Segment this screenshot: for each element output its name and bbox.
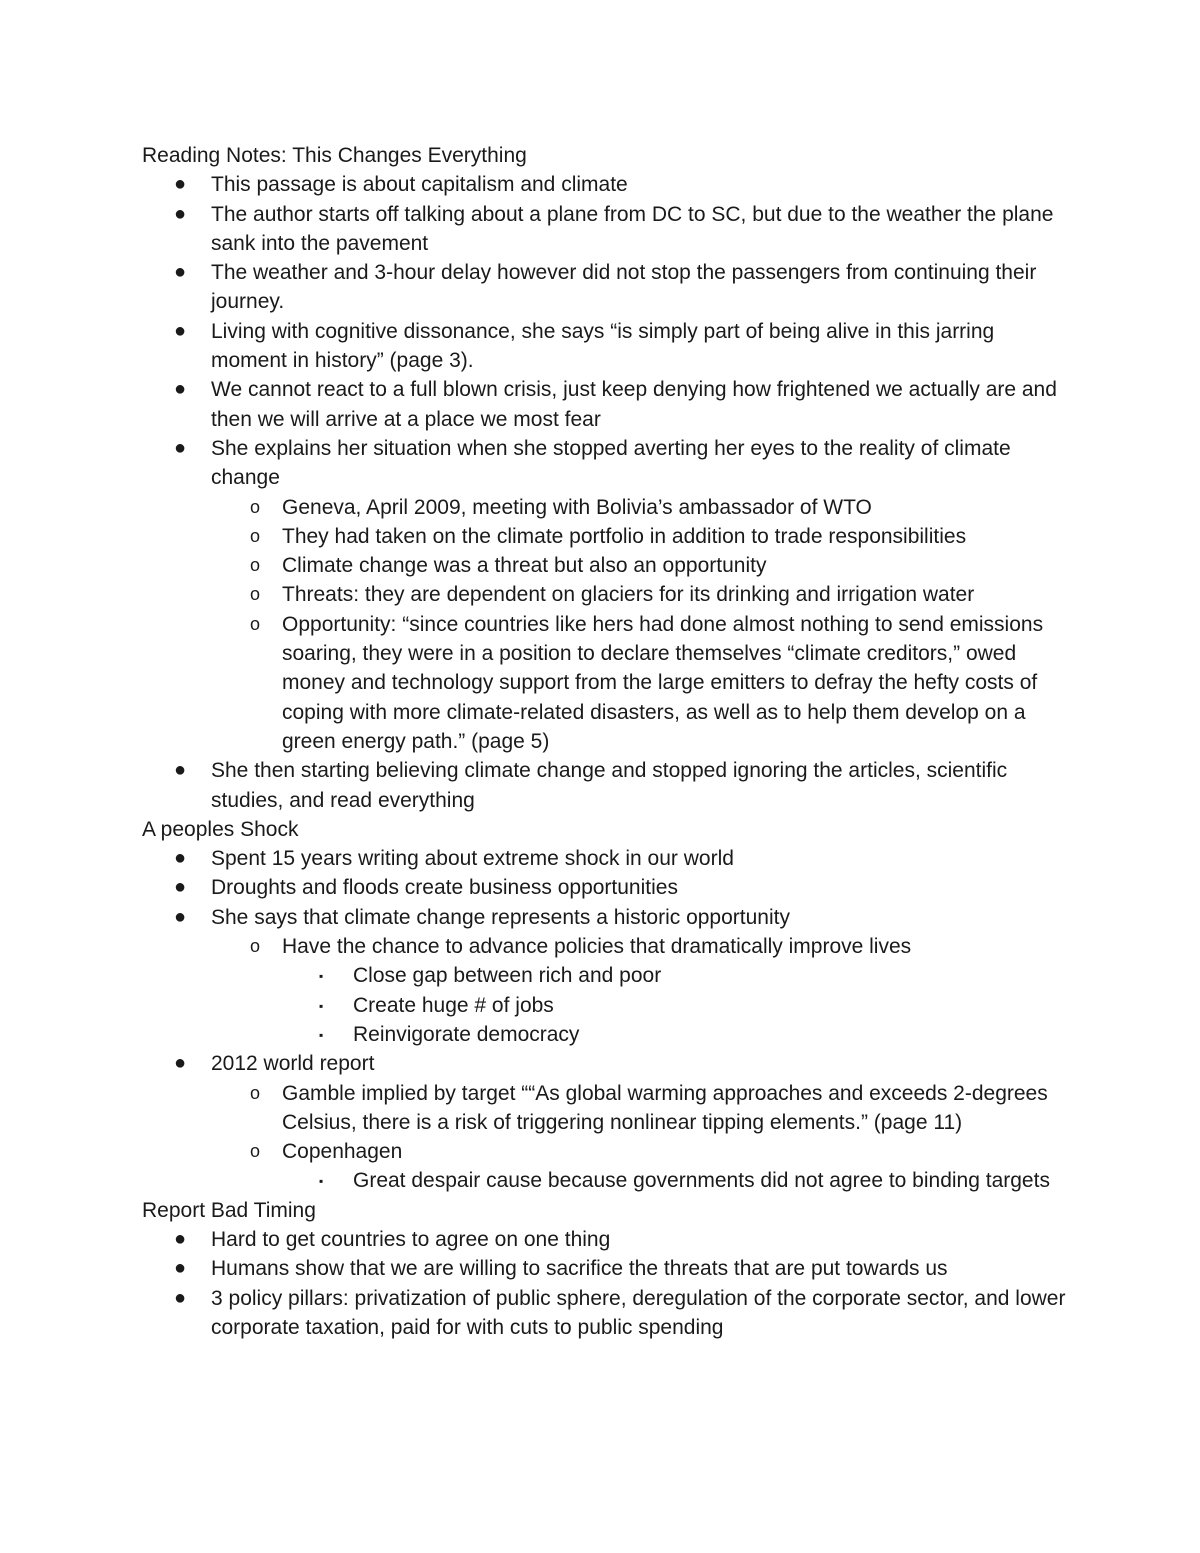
bullet-icon: ● bbox=[174, 759, 187, 782]
section-heading: A peoples Shock bbox=[142, 817, 299, 841]
list-item: ● We cannot react to a full blown crisis, just keep denying how frightened we actually are and then we will arrive at a place we most fear bbox=[142, 375, 1072, 434]
list-item: ● She explains her situation when she stopped averting her eyes to the reality of climate change bbox=[142, 434, 1072, 493]
circle-bullet-icon: o bbox=[250, 584, 261, 605]
bullet-icon: ● bbox=[174, 1227, 187, 1250]
sub-list-item: o Gamble implied by target ““As global warming approaches and exceeds 2-degrees Celsius, there is a risk of triggering nonlinear tipping elements.” (page 11) bbox=[142, 1079, 1072, 1138]
bullet-icon: ● bbox=[174, 847, 187, 870]
circle-bullet-icon: o bbox=[250, 555, 261, 576]
sub-list-item: o They had taken on the climate portfolio in addition to trade responsibilities bbox=[142, 522, 1072, 551]
bullet-icon: ● bbox=[174, 319, 187, 342]
document-body bbox=[142, 141, 1072, 1342]
square-bullet-icon: ▪ bbox=[319, 1174, 324, 1189]
bullet-icon: ● bbox=[174, 1052, 187, 1075]
bullet-icon: ● bbox=[174, 173, 187, 196]
list-item: ● She says that climate change represents a historic opportunity bbox=[142, 903, 1072, 932]
list-item: ● She then starting believing climate change and stopped ignoring the articles, scientific studies, and read everything bbox=[142, 756, 1072, 815]
circle-bullet-icon: o bbox=[250, 1141, 261, 1162]
list-item: ● The author starts off talking about a plane from DC to SC, but due to the weather the plane sank into the pavement bbox=[142, 200, 1072, 259]
document-title: Reading Notes: This Changes Everything bbox=[142, 144, 527, 167]
bullet-icon: ● bbox=[174, 876, 187, 899]
bullet-icon: ● bbox=[174, 261, 187, 284]
section-heading: Report Bad Timing bbox=[142, 1198, 316, 1222]
bullet-icon: ● bbox=[174, 905, 187, 928]
bullet-icon: ● bbox=[174, 1286, 187, 1309]
circle-bullet-icon: o bbox=[250, 1082, 261, 1103]
list-item: ● Humans show that we are willing to sacrifice the threats that are put towards us bbox=[142, 1254, 1072, 1283]
sub-list-item: o Have the chance to advance policies that dramatically improve lives bbox=[142, 932, 1072, 961]
list-item: ● The weather and 3-hour delay however did not stop the passengers from continuing their journey. bbox=[142, 258, 1072, 317]
list-item: ● Hard to get countries to agree on one thing bbox=[142, 1225, 1072, 1254]
sub-list-item: o Climate change was a threat but also an opportunity bbox=[142, 551, 1072, 580]
circle-bullet-icon: o bbox=[250, 613, 261, 634]
sub-sub-list-item: ▪ Create huge # of jobs bbox=[142, 991, 1072, 1020]
list-item: ● Droughts and floods create business opportunities bbox=[142, 873, 1072, 902]
circle-bullet-icon: o bbox=[250, 525, 261, 546]
sub-list-item: o Threats: they are dependent on glaciers for its drinking and irrigation water bbox=[142, 580, 1072, 609]
sub-sub-list-item: ▪ Reinvigorate democracy bbox=[142, 1020, 1072, 1049]
list-item: ● 2012 world report bbox=[142, 1049, 1072, 1078]
list-item: ● 3 policy pillars: privatization of public sphere, deregulation of the corporate sector, and lower corporate taxation, paid for with cuts to public spending bbox=[142, 1284, 1072, 1343]
list-item: ● This passage is about capitalism and climate bbox=[142, 170, 1072, 199]
sub-sub-list-item: ▪ Great despair cause because governments did not agree to binding targets bbox=[142, 1166, 1072, 1195]
sub-sub-list-item: ▪ Close gap between rich and poor bbox=[142, 961, 1072, 990]
bullet-icon: ● bbox=[174, 436, 187, 459]
square-bullet-icon: ▪ bbox=[319, 998, 324, 1013]
circle-bullet-icon: o bbox=[250, 496, 261, 517]
list-item: ● Spent 15 years writing about extreme shock in our world bbox=[142, 844, 1072, 873]
bullet-icon: ● bbox=[174, 378, 187, 401]
sub-list-item: o Copenhagen bbox=[142, 1137, 1072, 1166]
square-bullet-icon: ▪ bbox=[319, 969, 324, 984]
square-bullet-icon: ▪ bbox=[319, 1027, 324, 1042]
sub-list-item: o Opportunity: “since countries like hers had done almost nothing to send emissions soaring, they were in a position to declare themselves “climate creditors,” owed money and technology support from the large emitters to defray the hefty costs of coping with more climate-related disasters, as well as to help them develop on a green energy path.” (page 5) bbox=[142, 610, 1072, 756]
sub-list-item: o Geneva, April 2009, meeting with Bolivia’s ambassador of WTO bbox=[142, 493, 1072, 522]
circle-bullet-icon: o bbox=[250, 936, 261, 957]
bullet-icon: ● bbox=[174, 1257, 187, 1280]
bullet-icon: ● bbox=[174, 202, 187, 225]
list-item: ● Living with cognitive dissonance, she says “is simply part of being alive in this jarring moment in history” (page 3). bbox=[142, 317, 1072, 376]
